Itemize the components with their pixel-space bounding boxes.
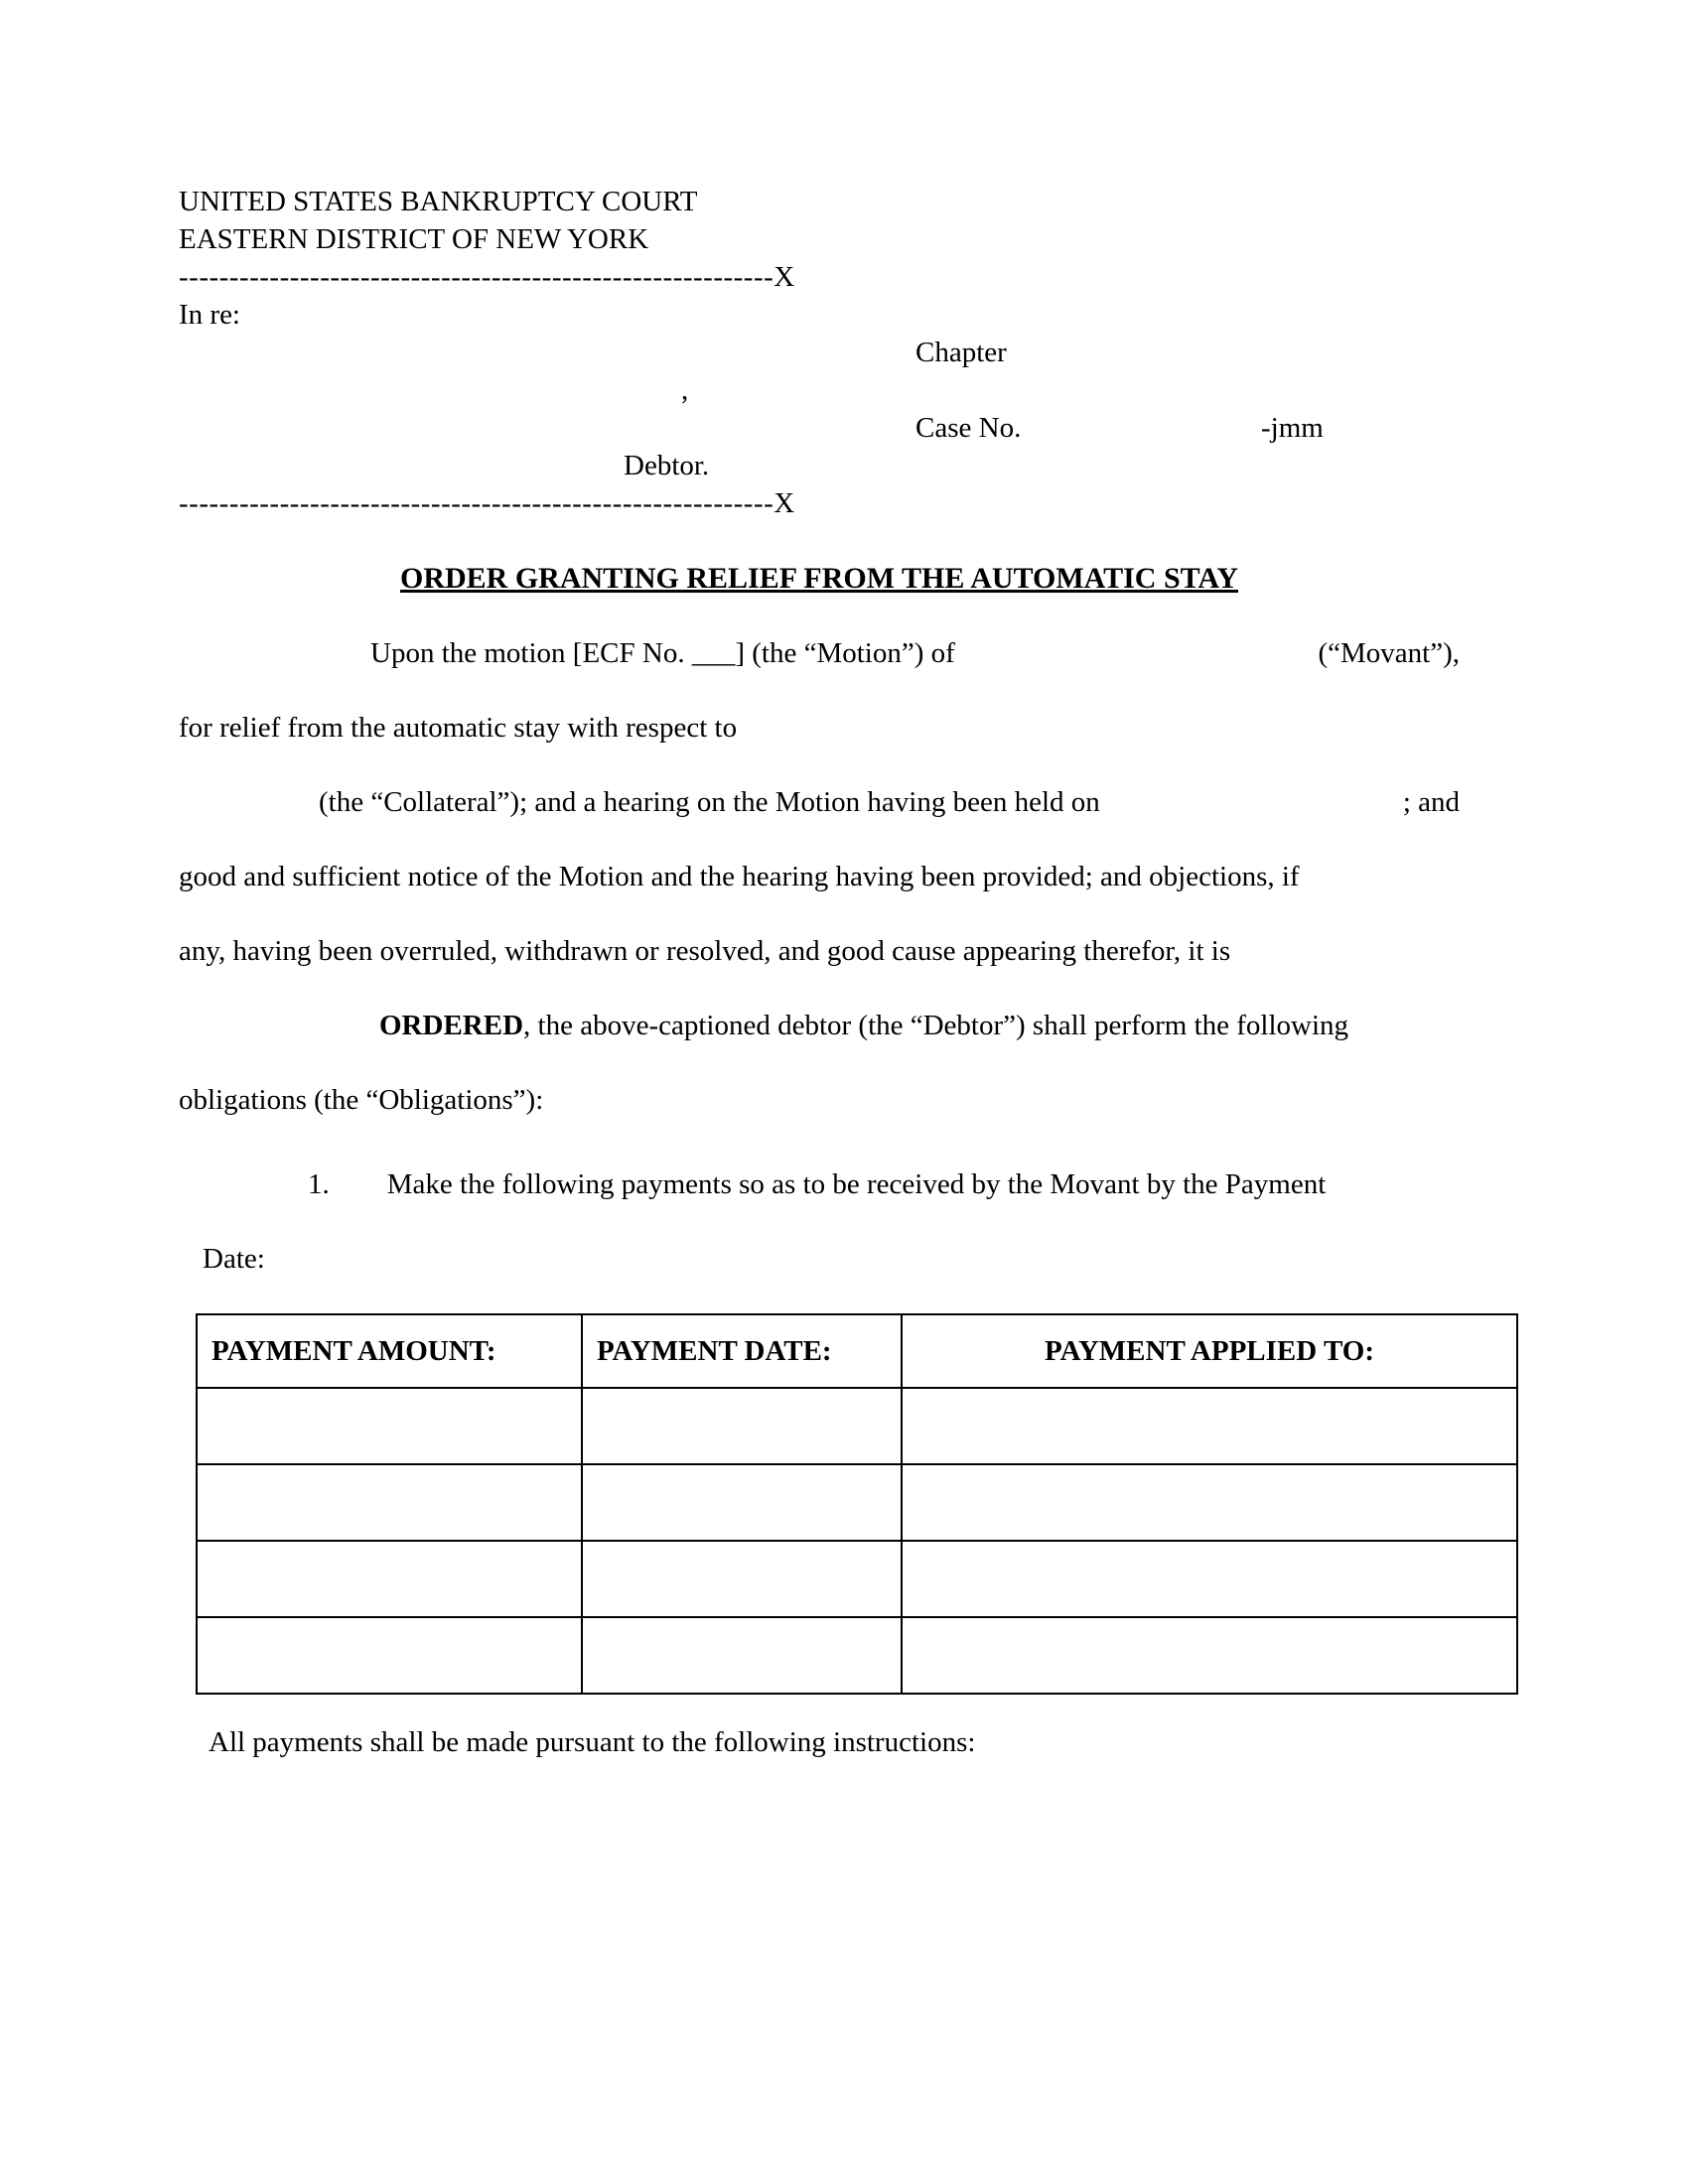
caption-divider-top: -----------------------------------------------------------X <box>179 261 795 293</box>
movant-clause: (“Movant”), <box>1318 637 1460 669</box>
collateral-clause: (the “Collateral”); and a hearing on the Motion having been held on <box>319 786 1100 818</box>
obligation-item-1 <box>179 1164 1460 1204</box>
in-re-label: In re: <box>179 299 240 331</box>
payments-table <box>196 1313 1518 1695</box>
table-cell-amount <box>197 1541 582 1617</box>
table-cell-date <box>582 1541 902 1617</box>
order-paragraph-line-6 <box>179 1006 1460 1045</box>
case-number-row <box>179 409 1460 447</box>
item-number: 1. <box>308 1168 330 1200</box>
table-cell-applied-to <box>902 1541 1517 1617</box>
table-cell-applied-to <box>902 1617 1517 1694</box>
order-paragraph-line-5: any, having been overruled, withdrawn or resolved, and good cause appearing therefor, it is <box>179 935 1231 967</box>
ordered-keyword: ORDERED <box>379 1010 524 1041</box>
table-header-payment-applied-to: PAYMENT APPLIED TO: <box>902 1314 1517 1388</box>
obligation-item-1-continued: Date: <box>203 1243 265 1275</box>
table-cell-amount <box>197 1464 582 1541</box>
debtor-label: Debtor. <box>624 450 710 481</box>
table-cell-amount <box>197 1388 582 1464</box>
chapter-label: Chapter <box>915 337 1007 368</box>
and-clause: ; and <box>1402 786 1460 818</box>
order-paragraph-line-4: good and sufficient notice of the Motion and the hearing having been provided; and objections, if <box>179 861 1300 892</box>
table-cell-date <box>582 1464 902 1541</box>
table-cell-date <box>582 1388 902 1464</box>
table-header-payment-date: PAYMENT DATE: <box>582 1314 902 1388</box>
order-paragraph-line-3 <box>179 782 1460 822</box>
table-cell-date <box>582 1617 902 1694</box>
payment-instructions-line: All payments shall be made pursuant to the following instructions: <box>209 1726 976 1758</box>
court-name: UNITED STATES BANKRUPTCY COURT <box>179 186 698 217</box>
ordered-clause: , the above-captioned debtor (the “Debtor”) shall perform the following <box>523 1010 1349 1041</box>
debtor-label-row <box>179 447 1460 484</box>
order-paragraph-line-2: for relief from the automatic stay with respect to <box>179 712 738 744</box>
table-row <box>197 1464 1517 1541</box>
item-text: Make the following payments so as to be received by the Movant by the Payment <box>386 1168 1327 1200</box>
order-title: ORDER GRANTING RELIEF FROM THE AUTOMATIC STAY <box>399 562 1238 595</box>
case-number-label: Case No. <box>915 412 1022 444</box>
table-header-payment-amount: PAYMENT AMOUNT: <box>197 1314 582 1388</box>
table-row <box>197 1541 1517 1617</box>
district-name: EASTERN DISTRICT OF NEW YORK <box>179 223 649 255</box>
table-row <box>197 1617 1517 1694</box>
document-content <box>179 183 1460 1762</box>
chapter-row <box>179 334 1460 371</box>
case-number-suffix: -jmm <box>1261 412 1324 444</box>
order-paragraph-line-1 <box>179 633 1460 673</box>
debtor-name-comma: , <box>681 374 689 406</box>
table-cell-applied-to <box>902 1464 1517 1541</box>
caption-divider-bottom: -----------------------------------------------------------X <box>179 487 795 519</box>
debtor-name-row <box>179 371 1460 409</box>
table-cell-amount <box>197 1617 582 1694</box>
order-paragraph-line-7: obligations (the “Obligations”): <box>179 1084 544 1116</box>
table-header-row <box>197 1314 1517 1388</box>
table-cell-applied-to <box>902 1388 1517 1464</box>
motion-clause: Upon the motion [ECF No. ___] (the “Motion”) of <box>370 637 955 669</box>
table-row <box>197 1388 1517 1464</box>
